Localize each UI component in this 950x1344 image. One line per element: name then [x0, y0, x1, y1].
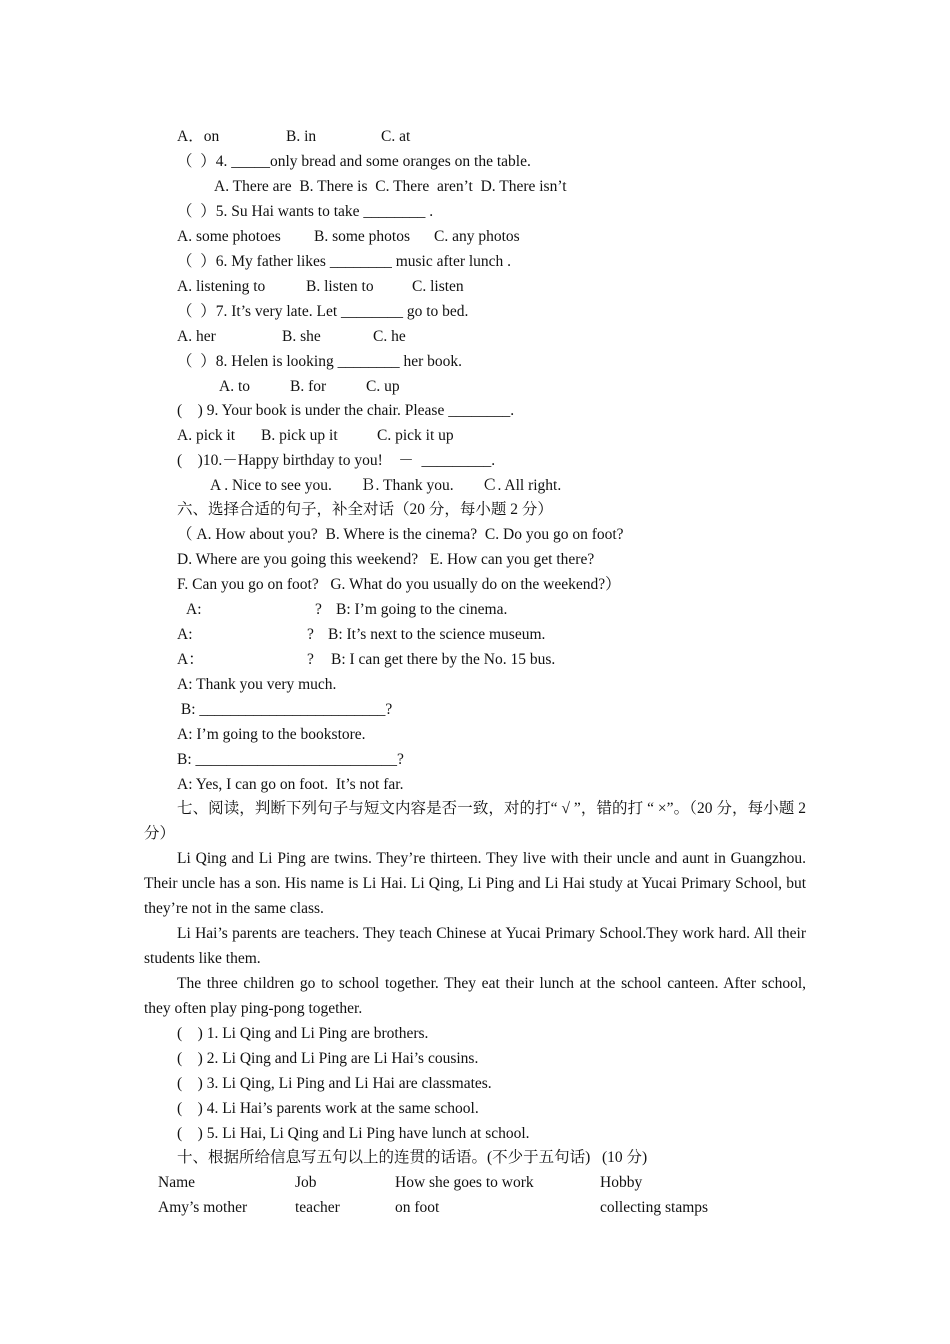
- q7-option-b: B. she: [282, 328, 321, 345]
- dialogue-line: A: I’m going to the bookstore.: [177, 726, 366, 743]
- section10-title: 十、根据所给信息写五句以上的连贯的话语。(不少于五句话) (10 分): [177, 1149, 648, 1166]
- q3-option-c: C. at: [381, 128, 411, 145]
- q10-option-c: Ｃ. All right.: [482, 477, 562, 494]
- dialogue-line: B: ________________________?: [177, 701, 393, 718]
- true-false-item: ( ) 5. Li Hai, Li Qing and Li Ping have lunch at school.: [177, 1125, 530, 1142]
- q4-options: A. There are B. There is C. There aren’t D. There isn’t: [214, 178, 567, 195]
- dialogue-speaker-a: A:: [186, 601, 202, 618]
- q6-option-a: A. listening to: [177, 278, 266, 295]
- q7-option-a: A. her: [177, 328, 216, 345]
- table-cell: Amy’s mother: [158, 1199, 248, 1216]
- dialogue-line: A: Thank you very much.: [177, 676, 337, 693]
- dialogue-blank: ?: [307, 626, 314, 643]
- reading-paragraph: Li Hai’s parents are teachers. They teach Chinese at Yucai Primary School.They work hard. All their students like them.: [144, 925, 806, 967]
- q9-stem: ( ) 9. Your book is under the chair. Please ________.: [177, 402, 515, 419]
- q3-option-b: B. in: [286, 128, 317, 145]
- section6-choices-line: （ A. How about you? B. Where is the cinema? C. Do you go on foot?: [177, 526, 624, 543]
- true-false-item: ( ) 2. Li Qing and Li Ping are Li Hai’s cousins.: [177, 1050, 479, 1067]
- reading-paragraph: The three children go to school together. They eat their lunch at the school canteen. After school, they often play ping-pong together.: [144, 975, 806, 1017]
- dialogue-line: A: Yes, I can go on foot. It’s not far.: [177, 776, 404, 793]
- section6-title: 六、选择合适的句子，补全对话（20 分，每小题 2 分）: [177, 501, 553, 518]
- q10-stem: ( )10.－Happy birthday to you! － _________.: [177, 452, 496, 469]
- true-false-item: ( ) 3. Li Qing, Li Ping and Li Hai are classmates.: [177, 1075, 492, 1092]
- q5-option-c: C. any photos: [434, 228, 520, 245]
- q6-option-b: B. listen to: [306, 278, 374, 295]
- dialogue-blank: ?: [315, 601, 322, 618]
- section6-choices-line: F. Can you go on foot? G. What do you usually do on the weekend?）: [177, 576, 621, 593]
- q10-option-a: A . Nice to see you.: [210, 477, 332, 494]
- table-cell: collecting stamps: [600, 1199, 709, 1216]
- true-false-item: ( ) 4. Li Hai’s parents work at the same school.: [177, 1100, 479, 1117]
- table-header: Name: [158, 1174, 196, 1191]
- q8-option-c: C. up: [366, 378, 400, 395]
- table-header: How she goes to work: [395, 1174, 534, 1191]
- dialogue-speaker-a: A：: [177, 651, 204, 668]
- q7-option-c: C. he: [373, 328, 406, 345]
- true-false-item: ( ) 1. Li Qing and Li Ping are brothers.: [177, 1025, 429, 1042]
- q6-option-c: C. listen: [412, 278, 464, 295]
- dialogue-speaker-a: A:: [177, 626, 193, 643]
- q5-option-a: A. some photoes: [177, 228, 281, 245]
- table-header: Job: [295, 1174, 317, 1191]
- dialogue-blank: ?: [307, 651, 314, 668]
- q5-stem: （ ）5. Su Hai wants to take ________ .: [177, 203, 434, 220]
- section6-choices-line: D. Where are you going this weekend? E. How can you get there?: [177, 551, 595, 568]
- table-header: Hobby: [600, 1174, 643, 1191]
- q4-stem: （ ）4. _____only bread and some oranges on the table.: [177, 153, 531, 170]
- table-cell: on foot: [395, 1199, 440, 1216]
- q3-option-a: A．on: [177, 128, 220, 145]
- q10-option-b: Ｂ. Thank you.: [360, 477, 454, 494]
- q9-option-c: C. pick it up: [377, 427, 454, 444]
- dialogue-reply: B: I’m going to the cinema.: [336, 601, 508, 618]
- q8-option-a: A. to: [219, 378, 250, 395]
- q7-stem: （ ）7. It’s very late. Let ________ go to bed.: [177, 303, 469, 320]
- section7-title: 七、阅读，判断下列句子与短文内容是否一致，对的打“ √ ”，错的打 “ ×”。（20 分，每小题 2 分）: [144, 800, 806, 842]
- q5-option-b: B. some photos: [314, 228, 411, 245]
- q9-option-a: A. pick it: [177, 427, 236, 444]
- table-cell: teacher: [295, 1199, 340, 1216]
- q6-stem: （ ）6. My father likes ________ music after lunch .: [177, 253, 512, 270]
- q9-option-b: B. pick up it: [261, 427, 338, 444]
- reading-paragraph: Li Qing and Li Ping are twins. They’re thirteen. They live with their uncle and aunt in Guangzhou. Their uncle has a son. His name is Li Hai. Li Qing, Li Ping and Li Hai study at Yucai Primary School, but they’re not in the same class.: [144, 850, 806, 917]
- dialogue-line: B: __________________________?: [177, 751, 404, 768]
- dialogue-reply: B: I can get there by the No. 15 bus.: [331, 651, 556, 668]
- q8-stem: （ ）8. Helen is looking ________ her book.: [177, 353, 463, 370]
- dialogue-reply: B: It’s next to the science museum.: [328, 626, 546, 643]
- q8-option-b: B. for: [290, 378, 327, 395]
